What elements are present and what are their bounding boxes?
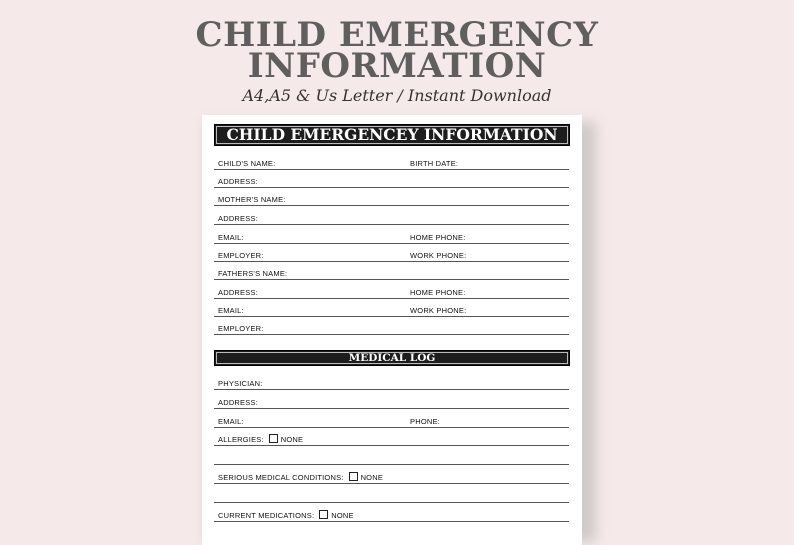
father-address-row[interactable] (214, 280, 569, 299)
father-email-row[interactable] (214, 298, 569, 317)
conditions-extra-line[interactable] (214, 484, 569, 503)
allergies-field (218, 434, 303, 444)
physician-address-row[interactable] (214, 390, 569, 409)
physician-row[interactable] (214, 371, 569, 390)
page-title-line-1: CHILD EMERGENCY (195, 15, 599, 55)
allergies-extra-line[interactable] (214, 446, 569, 465)
father-work-phone-label: WORK PHONE: (410, 306, 467, 315)
mother-address-row[interactable] (214, 206, 569, 225)
medications-field (218, 510, 354, 520)
allergies-row[interactable] (214, 427, 569, 446)
conditions-field (218, 472, 383, 482)
father-name-label: FATHERS'S NAME: (218, 269, 288, 278)
medical-log-banner: MEDICAL LOG (214, 350, 570, 366)
form-banner: CHILD EMERGENCEY INFORMATION (214, 124, 570, 146)
medications-none-checkbox[interactable] (319, 510, 328, 519)
conditions-none-label: NONE (360, 473, 384, 482)
father-employer-row[interactable] (214, 316, 569, 335)
address-row[interactable] (214, 169, 569, 188)
mother-employer-row[interactable] (214, 243, 569, 262)
father-address-label: ADDRESS: (218, 288, 258, 297)
physician-label: PHYSICIAN: (218, 379, 263, 388)
physician-address-label: ADDRESS: (218, 398, 258, 407)
mother-home-phone-label: HOME PHONE: (410, 233, 466, 242)
mother-name-row[interactable] (214, 187, 569, 206)
physician-email-row[interactable] (214, 409, 569, 428)
medications-none-label: NONE (331, 511, 354, 520)
child-name-label: CHILD'S NAME: (218, 159, 276, 168)
father-home-phone-label: HOME PHONE: (410, 288, 466, 297)
father-name-row[interactable] (214, 261, 569, 280)
physician-phone-label: PHONE: (410, 417, 440, 426)
conditions-none-checkbox[interactable] (349, 472, 358, 481)
physician-email-label: EMAIL: (218, 417, 244, 426)
medications-label: CURRENT MEDICATIONS: (218, 511, 315, 520)
medications-row[interactable] (214, 503, 569, 522)
mother-name-label: MOTHER'S NAME: (218, 195, 286, 204)
mother-email-label: EMAIL: (218, 233, 244, 242)
address-label: ADDRESS: (218, 177, 258, 186)
father-email-label: EMAIL: (218, 306, 244, 315)
allergies-none-label: NONE (280, 435, 304, 444)
conditions-row[interactable] (214, 465, 569, 484)
page-subtitle: A4,A5 & Us Letter / Instant Download (242, 86, 552, 105)
father-employer-label: EMPLOYER: (218, 324, 264, 333)
allergies-label: ALLERGIES: (218, 435, 264, 444)
page-title-line-2: INFORMATION (247, 46, 547, 86)
form-page (202, 115, 582, 545)
mother-email-row[interactable] (214, 225, 569, 244)
conditions-label: SERIOUS MEDICAL CONDITIONS: (218, 473, 344, 482)
mother-work-phone-label: WORK PHONE: (410, 251, 467, 260)
child-name-row[interactable] (214, 151, 569, 170)
mother-address-label: ADDRESS: (218, 214, 258, 223)
birth-date-label: BIRTH DATE: (410, 159, 459, 168)
allergies-none-checkbox[interactable] (269, 434, 278, 443)
mother-employer-label: EMPLOYER: (218, 251, 264, 260)
